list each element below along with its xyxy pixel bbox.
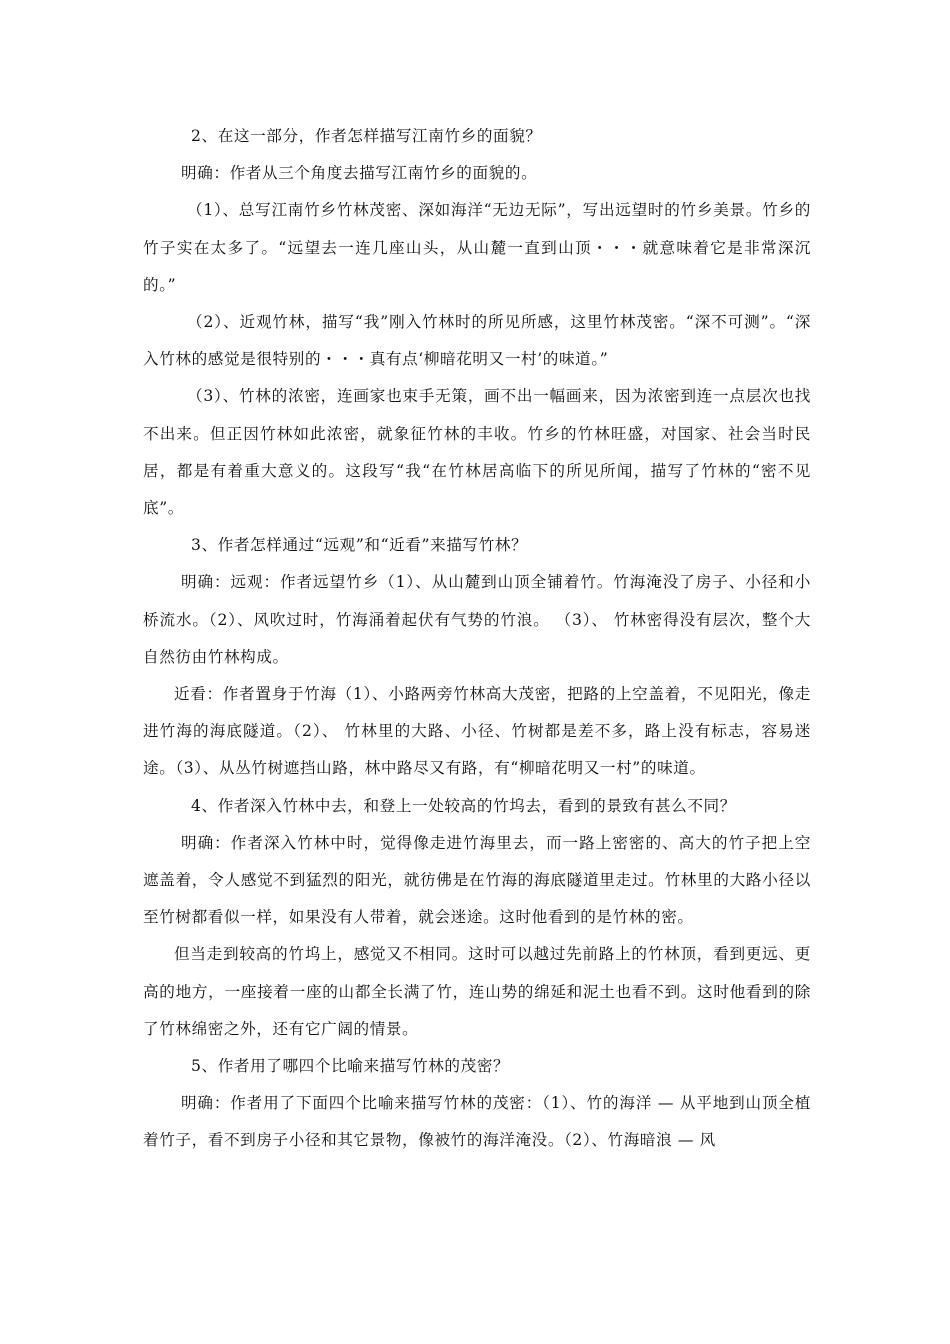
answer-2-point-2: （2）、近观竹林，描写“我”刚入竹林时的所见所感，这里竹林茂密。“深不可测”。“深入竹林的感觉是很特别的・・・真有点‘柳暗花明又一村’的味道。” — [143, 313, 811, 369]
answer-5: 明确：作者用了下面四个比喻来描写竹林的茂密：（1）、竹的海洋 — 从平地到山顶全植着竹子，看不到房子小径和其它景物，像被竹的海洋淹没。（2）、竹海暗浪 — 风 — [143, 1094, 811, 1150]
answer-4-part-2: 但当走到较高的竹坞上，感觉又不相同。这时可以越过先前路上的竹林顶，看到更远、更高的地方，一座接着一座的山都全长满了竹，连山势的绵延和泥土也看不到。这时他看到的除了竹林绵密之外，还有它广阔的情景。 — [143, 945, 811, 1038]
answer-3-far-view: 明确：远观：作者远望竹乡（1）、从山麓到山顶全铺着竹。竹海淹没了房子、小径和小桥流水。（2）、风吹过时，竹海涌着起伏有气势的竹浪。 （3）、 竹林密得没有层次，整个大自然彷由竹林构成。 — [143, 573, 811, 666]
answer-2-intro: 明确：作者从三个角度去描写江南竹乡的面貌的。 — [181, 164, 538, 183]
answer-2-point-3: （3）、竹林的浓密，连画家也束手无策，画不出一幅画来，因为浓密到连一点层次也找不出来。但正因竹林如此浓密，就象征竹林的丰收。竹乡的竹林旺盛，对国家、社会当时民居，都是有着重大意义的。这段写“我“在竹林居高临下的所见所闻，描写了竹林的“密不见底”。 — [143, 387, 811, 518]
answer-4-part-1: 明确：作者深入竹林中时，觉得像走进竹海里去，而一路上密密的、高大的竹子把上空遮盖着，令人感觉不到猛烈的阳光，就彷佛是在竹海的海底隧道里走过。竹林里的大路小径以至竹树都看似一样，如果没有人带着，就会迷途。这时他看到的是竹林的密。 — [143, 833, 811, 927]
question-3: 3、作者怎样通过“远观”和“近看”来描写竹林？ — [191, 536, 528, 555]
answer-3-near-view: 近看：作者置身于竹海（1）、小路两旁竹林高大茂密，把路的上空盖着，不见阳光，像走进竹海的海底隧道。（2）、 竹林里的大路、小径、竹树都是差不多，路上没有标志，容易迷途。（3）、从丛竹树遮挡山路，林中路尽又有路，有“柳暗花明又一村”的味道。 — [143, 685, 811, 778]
question-5: 5、作者用了哪四个比喻来描写竹林的茂密？ — [191, 1057, 510, 1076]
answer-2-point-1: （1）、总写江南竹乡竹林茂密、深如海洋“无边无际”，写出远望时的竹乡美景。竹乡的竹子实在太多了。“远望去一连几座山头，从山麓一直到山顶・・・就意味着它是非常深沉的。” — [143, 201, 811, 294]
document-body — [143, 118, 811, 1160]
question-2: 2、在这一部分，作者怎样描写江南竹乡的面貌？ — [191, 127, 542, 145]
question-4: 4、作者深入竹林中去，和登上一处较高的竹坞去，看到的景致有甚么不同？ — [191, 796, 736, 815]
